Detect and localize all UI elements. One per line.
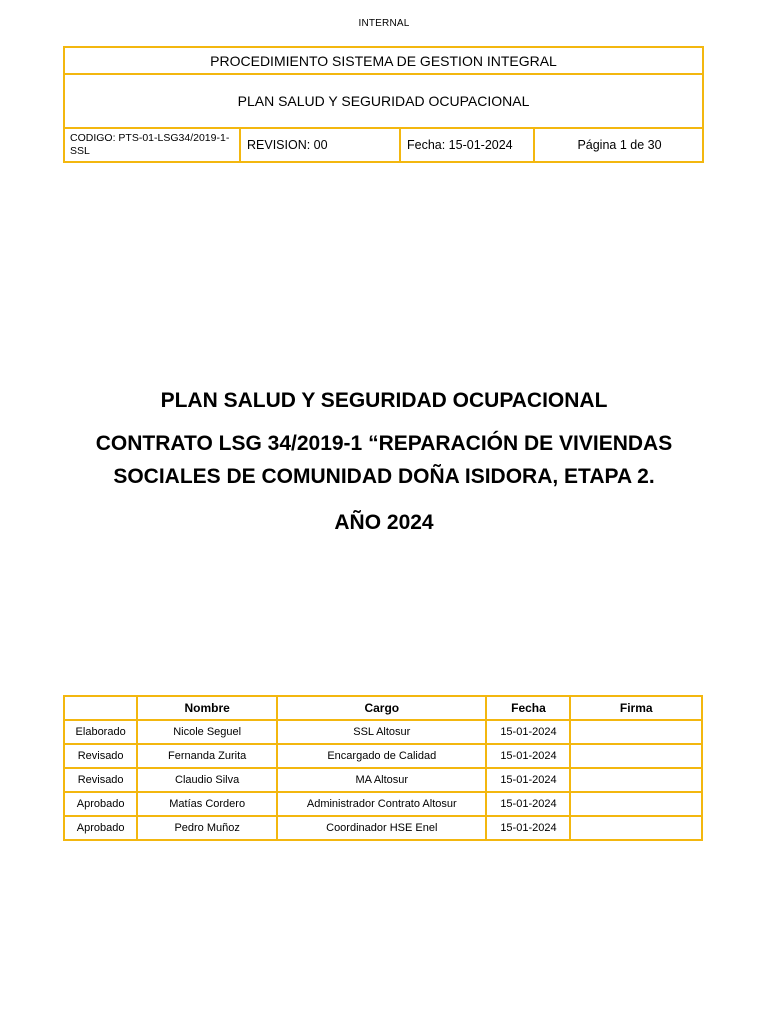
row-firma: [570, 816, 702, 840]
row-firma: [570, 768, 702, 792]
row-nombre: Pedro Muñoz: [137, 816, 277, 840]
table-row: [64, 720, 702, 744]
row-role: Revisado: [64, 768, 137, 792]
row-fecha: 15-01-2024: [486, 816, 570, 840]
header-role: [64, 696, 137, 720]
row-firma: [570, 720, 702, 744]
page-number: Página 1 de 30: [534, 128, 703, 162]
row-firma: [570, 792, 702, 816]
row-cargo: Coordinador HSE Enel: [277, 816, 486, 840]
row-nombre: Fernanda Zurita: [137, 744, 277, 768]
table-row: [64, 792, 702, 816]
row-nombre: Matías Cordero: [137, 792, 277, 816]
plan-title: PLAN SALUD Y SEGURIDAD OCUPACIONAL: [64, 74, 703, 128]
document-date: Fecha: 15-01-2024: [400, 128, 534, 162]
header-cargo: Cargo: [277, 696, 486, 720]
document-header-table: [63, 46, 704, 163]
document-code: CODIGO: PTS-01-LSG34/2019-1-SSL: [64, 128, 240, 162]
cover-title: PLAN SALUD Y SEGURIDAD OCUPACIONAL: [160, 389, 608, 412]
header-firma: Firma: [570, 696, 702, 720]
row-cargo: MA Altosur: [277, 768, 486, 792]
approval-table: [63, 695, 703, 841]
row-fecha: 15-01-2024: [486, 792, 570, 816]
row-cargo: Encargado de Calidad: [277, 744, 486, 768]
row-nombre: Claudio Silva: [137, 768, 277, 792]
row-role: Revisado: [64, 744, 137, 768]
header-fecha: Fecha: [486, 696, 570, 720]
row-role: Aprobado: [64, 816, 137, 840]
row-fecha: 15-01-2024: [486, 744, 570, 768]
contract-title: [60, 427, 708, 493]
table-row: [64, 744, 702, 768]
row-cargo: SSL Altosur: [277, 720, 486, 744]
row-nombre: Nicole Seguel: [137, 720, 277, 744]
table-row: [64, 816, 702, 840]
contract-title-line-2: SOCIALES DE COMUNIDAD DOÑA ISIDORA, ETAPA 2.: [113, 465, 655, 488]
cover-year: AÑO 2024: [334, 511, 434, 534]
row-cargo: Administrador Contrato Altosur: [277, 792, 486, 816]
classification-label: INTERNAL: [358, 18, 410, 29]
table-row: [64, 768, 702, 792]
row-role: Elaborado: [64, 720, 137, 744]
approval-table-header: [64, 696, 702, 720]
header-nombre: Nombre: [137, 696, 277, 720]
revision-number: REVISION: 00: [240, 128, 400, 162]
row-fecha: 15-01-2024: [486, 720, 570, 744]
row-fecha: 15-01-2024: [486, 768, 570, 792]
procedure-title: PROCEDIMIENTO SISTEMA DE GESTION INTEGRAL: [64, 47, 703, 74]
contract-title-line-1: CONTRATO LSG 34/2019-1 “REPARACIÓN DE VIVIENDAS: [95, 432, 673, 455]
row-role: Aprobado: [64, 792, 137, 816]
row-firma: [570, 744, 702, 768]
